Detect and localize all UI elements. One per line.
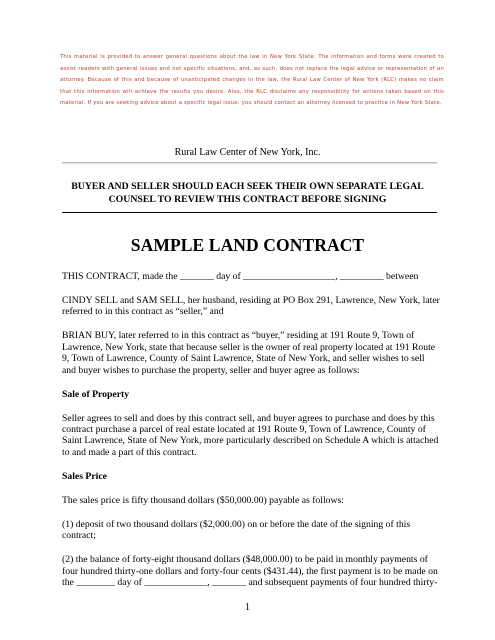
contract-intro-paragraph: THIS CONTRACT, made the _______ day of ___________________, _________ between bbox=[62, 271, 419, 282]
contract-body bbox=[62, 271, 440, 601]
warning-line-2: COUNSEL TO REVIEW THIS CONTRACT BEFORE SIGNING bbox=[108, 194, 387, 205]
legal-counsel-warning bbox=[0, 180, 495, 206]
header-divider bbox=[62, 162, 437, 164]
sale-of-property-heading: Sale of Property bbox=[62, 388, 130, 400]
warning-line-1: BUYER AND SELLER SHOULD EACH SEEK THEIR OWN SEPARATE LEGAL bbox=[71, 181, 424, 192]
organization-name: Rural Law Center of New York, Inc. bbox=[174, 147, 321, 158]
balance-paragraph: (2) the balance of forty-eight thousand dollars ($48,000.00) to be paid in monthly payments of four hundred thirty-one dollars and forty-four cents ($431.44), the first payment is to be made on the ________ day of _____________, _______ and subsequent payments of four hundred thirty- bbox=[62, 554, 438, 589]
sale-of-property-paragraph: Seller agrees to sell and does by this contract sell, and buyer agrees to purchase and does by this contract purchase a parcel of real estate located at 191 Route 9, Town of Lawrence, County of Saint Lawrence, State of New York, more particularly described on Schedule A which is attached to and made a part of this contract. bbox=[62, 412, 439, 458]
deposit-paragraph: (1) deposit of two thousand dollars ($2,000.00) on or before the date of the signing of this contract; bbox=[62, 518, 411, 542]
buyer-paragraph: BRIAN BUY, later referred to in this contract as “buyer,” residing at 191 Route 9, Town of Lawrence, New York, state that because seller is the owner of real property located at 191 Route 9, Town of Lawrence, County of Saint Lawrence, State of New York, and seller wishes to sell and buyer wishes to purchase the property, seller and buyer agree as follows: bbox=[62, 330, 436, 376]
sales-price-paragraph: The sales price is fifty thousand dollars ($50,000.00) payable as follows: bbox=[62, 494, 344, 506]
sales-price-heading: Sales Price bbox=[62, 470, 107, 482]
document-title: SAMPLE LAND CONTRACT bbox=[130, 235, 365, 255]
warning-divider bbox=[62, 212, 437, 213]
seller-paragraph: CINDY SELL and SAM SELL, her husband, residing at PO Box 291, Lawrence, New York, later referred to in this contract as “seller,” and bbox=[62, 295, 440, 318]
page-number: 1 bbox=[245, 602, 250, 613]
disclaimer-notice: This material is provided to answer general questions about the law in New York State. The information and forms were created to assist readers with general issues and not specific situations, and, as such, does not replace the legal advice or representation of an attorney. Because of this and because of unanticipated changes in the law, the Rural Law Center of New York (RLC) makes no claim that this information will achieve the results you desire. Also, the RLC disclaims any responsibility for actions taken based on this material. If you are seeking advice about a specific legal issue, you should contact an attorney licensed to practice in New York State. bbox=[60, 54, 444, 107]
